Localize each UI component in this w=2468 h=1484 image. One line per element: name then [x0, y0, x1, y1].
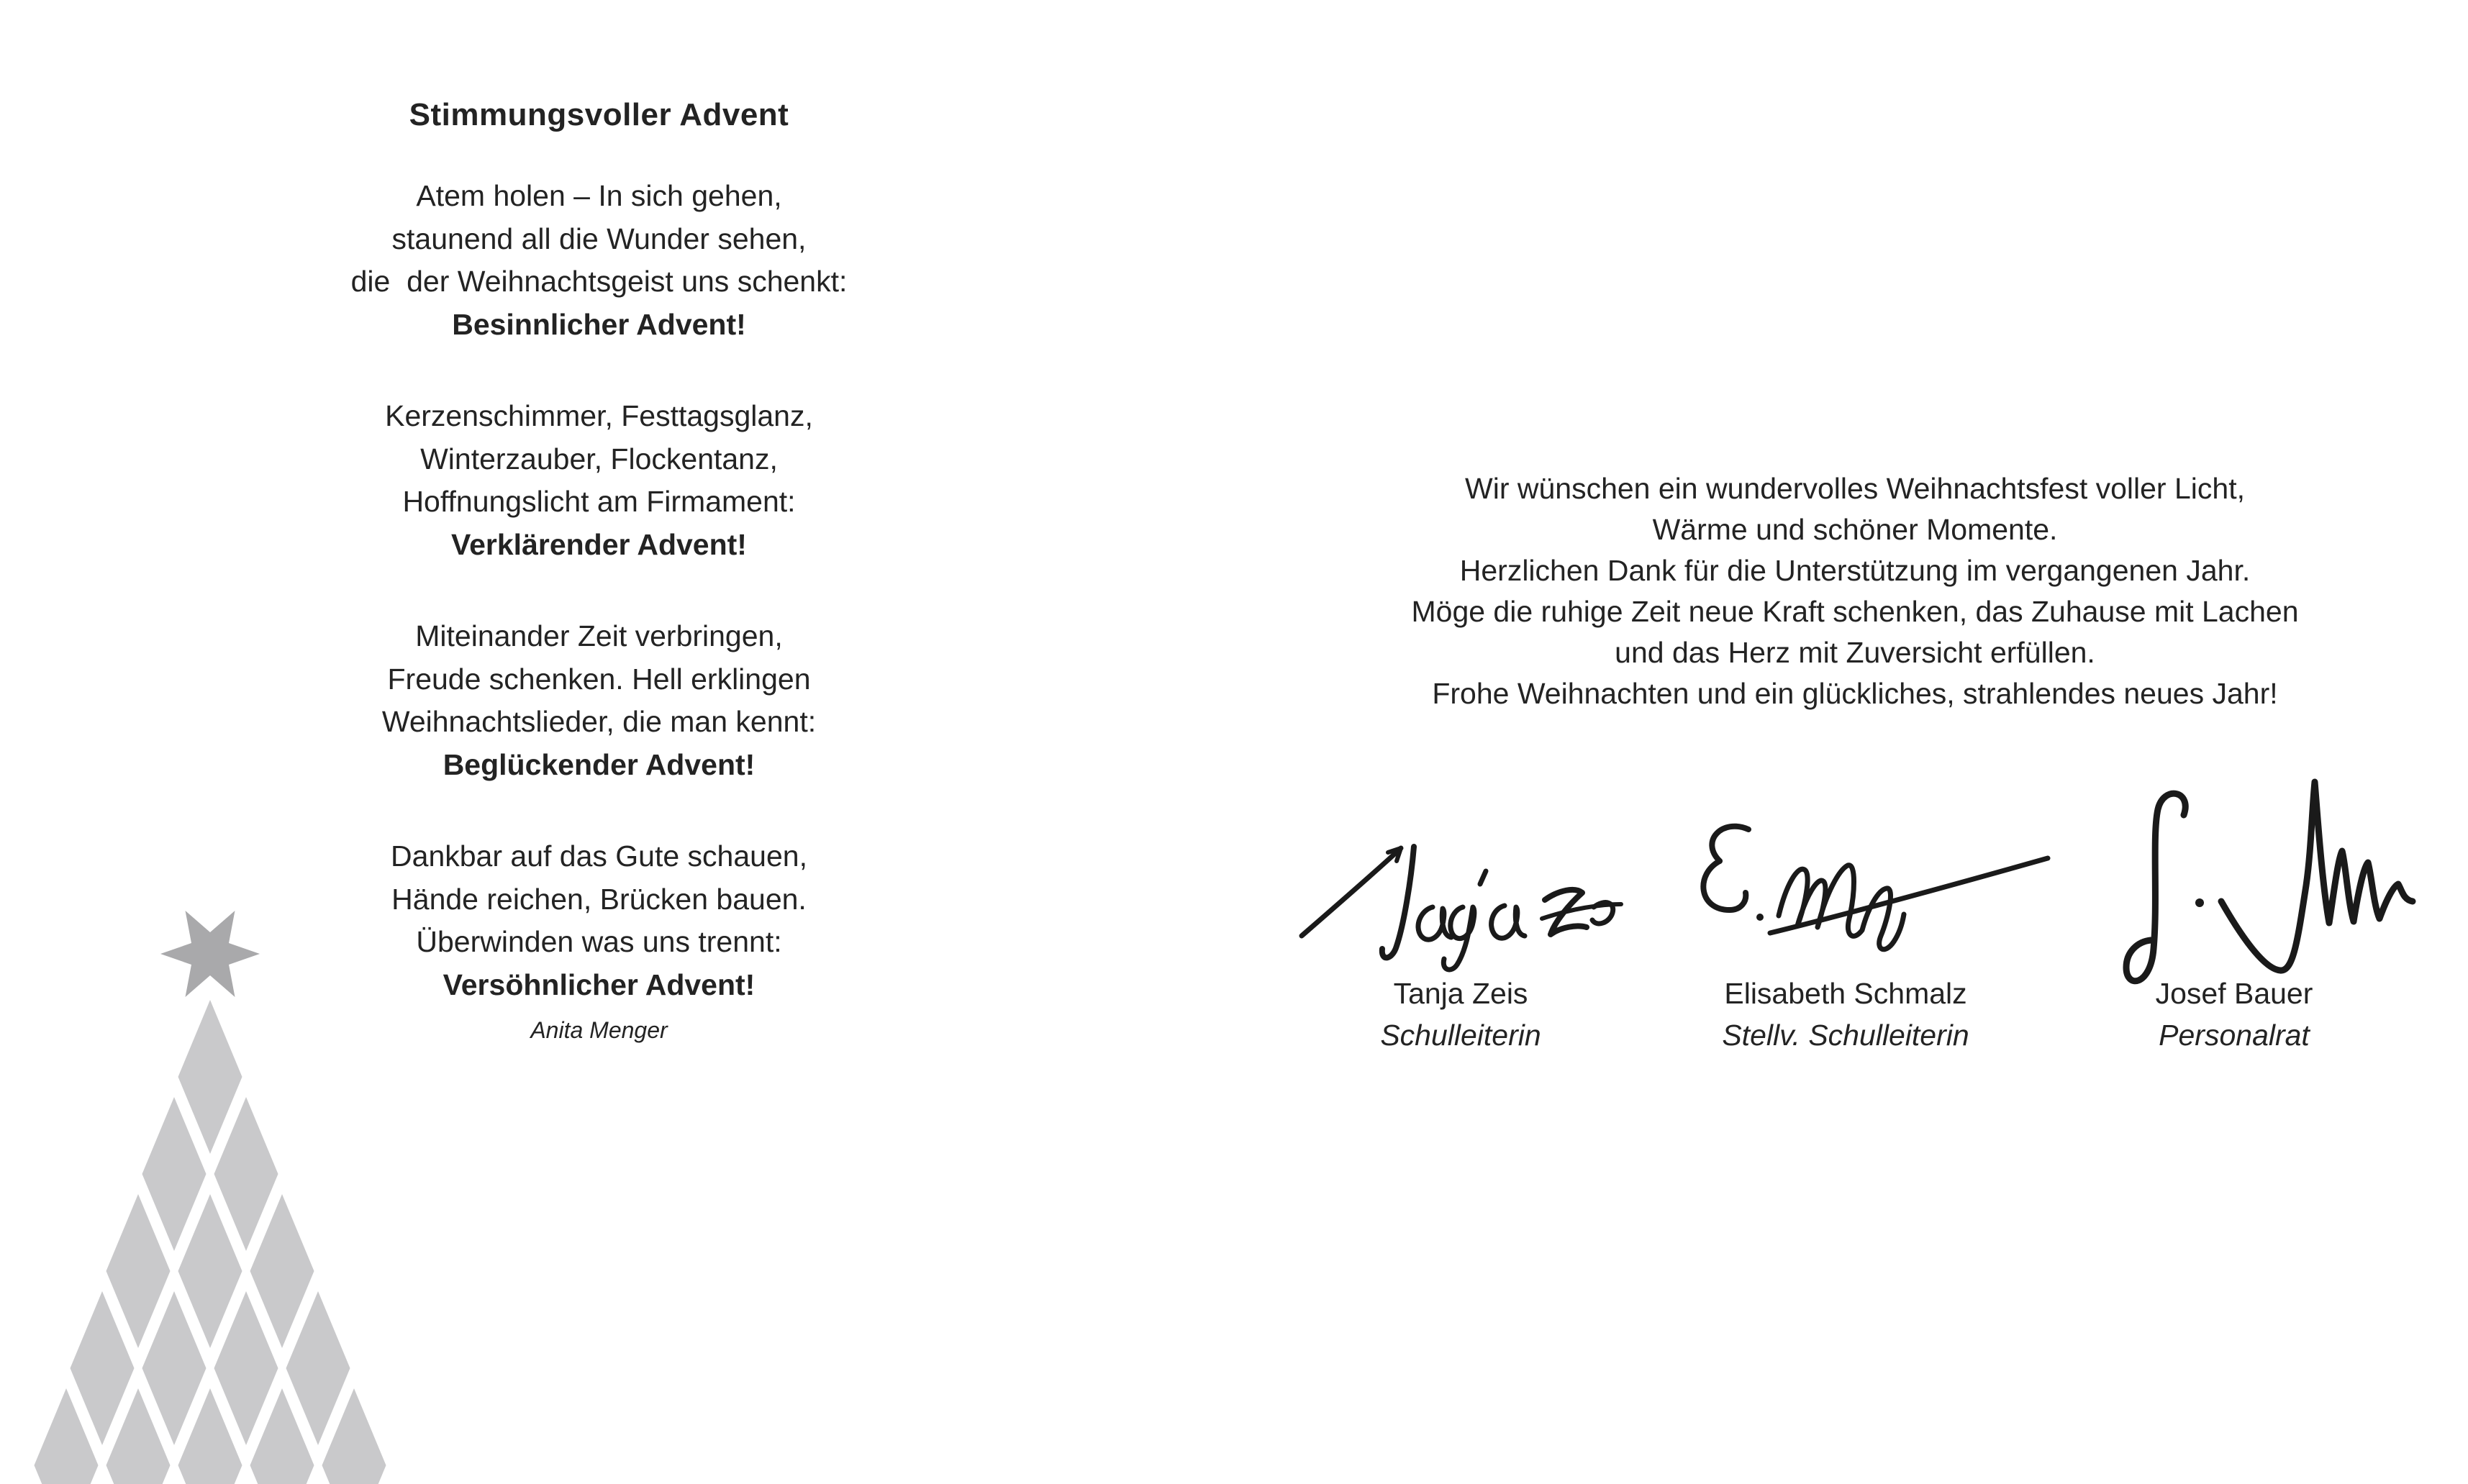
poem-author: Anita Menger [530, 1017, 668, 1043]
poem-line: Dankbar auf das Gute schauen, [391, 839, 807, 873]
signatory-role: Schulleiterin [1380, 1019, 1541, 1052]
christmas-tree-graphic [0, 892, 432, 1484]
poem-line: Weihnachtslieder, die man kennt: [381, 705, 817, 738]
poem-stanza [237, 395, 961, 566]
greeting-line: Möge die ruhige Zeit neue Kraft schenken, das Zuhause mit Lachen [1411, 595, 2299, 628]
poem-line: Freude schenken. Hell erklingen [387, 662, 811, 696]
poem-stanza [237, 175, 961, 346]
poem-line: Atem holen – In sich gehen, [416, 179, 782, 212]
signature-elisabeth-schmalz [1677, 809, 2065, 985]
poem-emphasis-line: Versöhnlicher Advent! [443, 968, 756, 1001]
poem-emphasis-line: Verklärender Advent! [451, 527, 747, 561]
poem-line: die der Weihnachtsgeist uns schenkt: [350, 265, 848, 298]
signatory-name: Josef Bauer [2155, 977, 2313, 1010]
poem-line: Überwinden was uns trennt: [416, 925, 782, 958]
signature-tanja-zeis [1292, 795, 1630, 975]
greeting-line: Wir wünschen ein wundervolles Weihnachtsfest voller Licht, [1465, 472, 2245, 505]
poem-line: Winterzauber, Flockentanz, [420, 442, 778, 475]
poem-stanza [237, 615, 961, 786]
poem-line: Miteinander Zeit verbringen, [415, 619, 783, 652]
poem-emphasis-line: Beglückender Advent! [443, 747, 756, 781]
greeting-line: und das Herz mit Zuversicht erfüllen. [1615, 636, 2095, 669]
greeting-line: Frohe Weihnachten und ein glückliches, strahlendes neues Jahr! [1432, 677, 2278, 710]
signatory-role: Stellv. Schulleiterin [1722, 1019, 1969, 1052]
poem-emphasis-line: Besinnlicher Advent! [452, 307, 746, 341]
greeting-text [1351, 468, 2359, 714]
star-icon [160, 911, 260, 997]
poem-title: Stimmungsvoller Advent [409, 97, 789, 132]
signature-dot [1756, 914, 1764, 921]
signatory-name: Tanja Zeis [1393, 977, 1528, 1010]
poem-line: Hoffnungslicht am Firmament: [402, 485, 796, 518]
poem-line: Hände reichen, Brücken bauen. [391, 882, 807, 916]
poem-line: Kerzenschimmer, Festtagsglanz, [385, 399, 813, 432]
greeting-line: Wärme und schöner Momente. [1652, 513, 2058, 546]
signature-dot [2195, 898, 2204, 907]
greeting-line: Herzlichen Dank für die Unterstützung im vergangenen Jahr. [1459, 554, 2251, 587]
signatory-name: Elisabeth Schmalz [1724, 977, 1967, 1010]
signatory-role: Personalrat [2159, 1019, 2310, 1052]
poem-line: staunend all die Wunder sehen, [391, 222, 807, 255]
